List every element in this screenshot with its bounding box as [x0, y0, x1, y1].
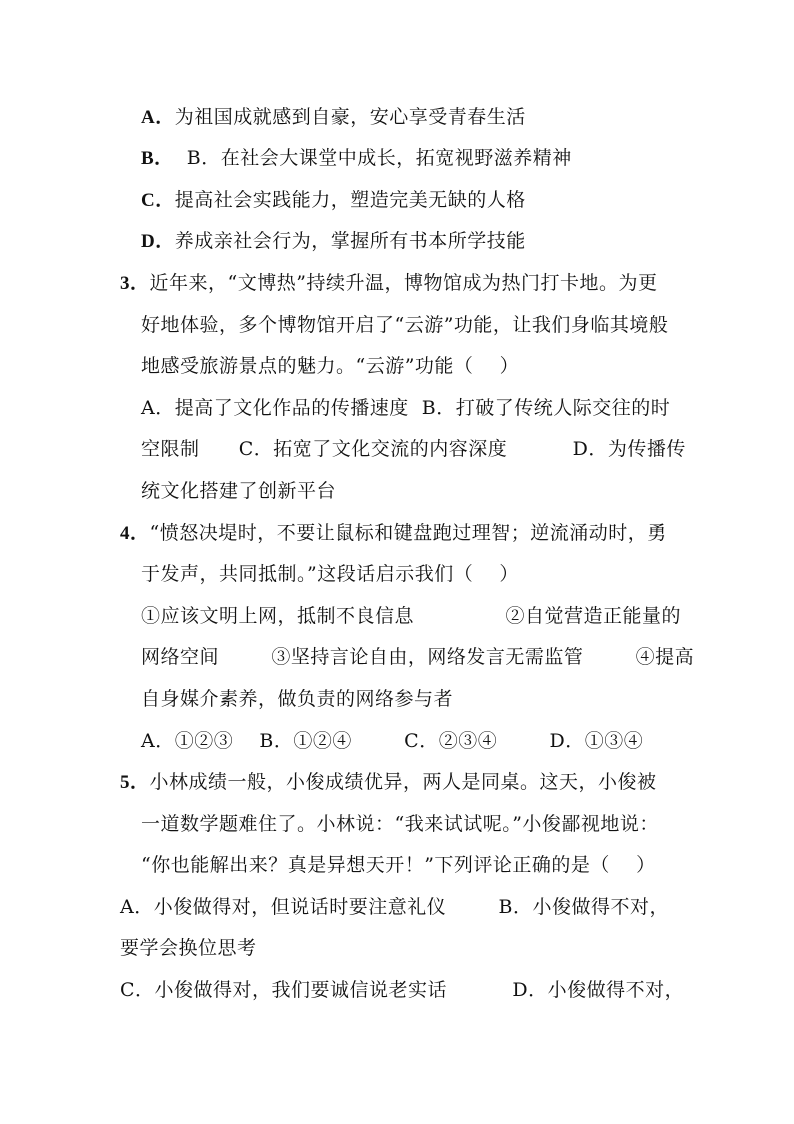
- q5-number: 5．: [120, 772, 150, 793]
- q2-option-b-text: B．在社会大课堂中成长，拓宽视野滋养精神: [173, 147, 572, 169]
- q4-options-line: A．①②③ B．①②④ C．②③④ D．①③④: [141, 730, 644, 752]
- q2-option-c: [141, 187, 526, 214]
- q3-stem-line-1: [120, 270, 657, 297]
- q2-option-a-text: 为祖国成就感到自豪，安心享受青春生活: [174, 106, 526, 128]
- q5-options-line-1: A．小俊做得对，但说话时要注意礼仪 B．小俊做得不对，: [120, 896, 670, 918]
- q2-option-d-text: 养成亲社会行为，掌握所有书本所学技能: [174, 230, 526, 252]
- q4-stem-line-2: 于发声，共同抵制。”这段话启示我们（ ）: [141, 563, 519, 585]
- q4-number: 4．: [120, 523, 150, 544]
- q2-option-d-label: D．: [141, 231, 175, 252]
- q3-options-line-1: A．提高了文化作品的传播速度 B．打破了传统人际交往的时: [141, 397, 671, 419]
- q2-option-d: [141, 228, 526, 255]
- q4-statement-line-3: 自身媒介素养，做负责的网络参与者: [141, 688, 454, 710]
- q5-stem-text-1: 小林成绩一般，小俊成绩优异，两人是同桌。这天，小俊被: [149, 771, 657, 793]
- q4-stem-text-1: “愤怒决堤时，不要让鼠标和键盘跑过理智；逆流涌动时，勇: [149, 522, 667, 544]
- q3-stem-line-2: 好地体验，多个博物馆开启了“云游”功能，让我们身临其境般: [141, 314, 669, 336]
- q4-statement-line-2: 网络空间 ③坚持言论自由，网络发言无需监管 ④提高: [141, 646, 695, 668]
- q3-options-line-3: 统文化搭建了创新平台: [141, 480, 337, 502]
- q4-stem-line-1: [120, 520, 667, 547]
- q5-stem-line-2: 一道数学题难住了。小林说：“我来试试呢。”小俊鄙视地说：: [141, 813, 659, 835]
- q3-number: 3．: [120, 273, 150, 294]
- q3-options-line-2: 空限制 C．拓宽了文化交流的内容深度 D．为传播传: [141, 438, 686, 460]
- q3-stem-line-3: 地感受旅游景点的魅力。“云游”功能（ ）: [141, 355, 520, 377]
- q5-options-line-2: 要学会换位思考: [120, 937, 257, 959]
- q2-option-c-label: C．: [141, 190, 175, 211]
- q4-statement-line-1: ①应该文明上网，抵制不良信息 ②自觉营造正能量的: [141, 605, 682, 627]
- q2-option-a-label: A．: [141, 107, 175, 128]
- q2-option-c-text: 提高社会实践能力，塑造完美无缺的人格: [174, 189, 526, 211]
- q2-option-a: [141, 104, 526, 131]
- q3-stem-text-1: 近年来，“文博热”持续升温，博物馆成为热门打卡地。为更: [149, 272, 658, 294]
- q2-option-b: [141, 145, 572, 172]
- q5-stem-line-1: [120, 769, 657, 796]
- q5-options-line-3: C．小俊做得对，我们要诚信说老实话 D．小俊做得不对，: [120, 979, 685, 1001]
- q2-option-b-label: B．: [141, 148, 174, 169]
- q5-stem-line-3: “你也能解出来？真是异想天开！”下列评论正确的是（ ）: [141, 854, 656, 876]
